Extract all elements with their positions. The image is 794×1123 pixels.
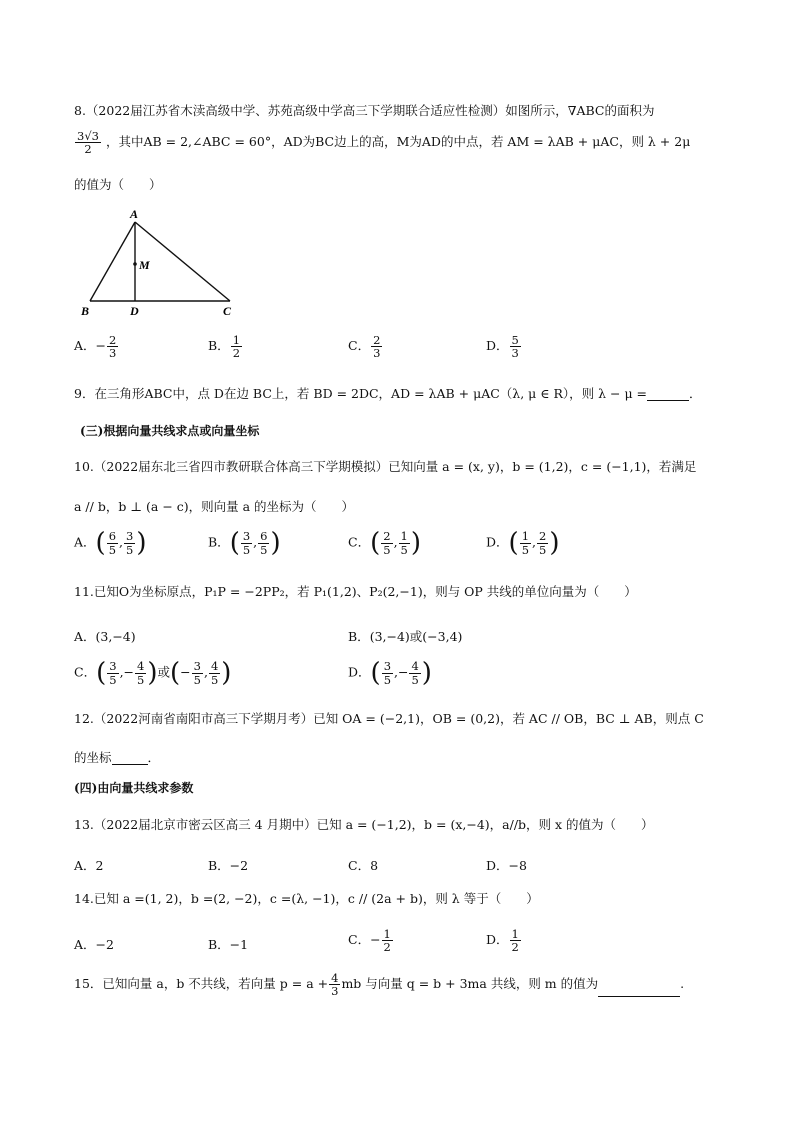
fig-label-A: A (130, 207, 139, 221)
q9-answer-blank[interactable] (647, 386, 689, 401)
q13-option-c[interactable]: C．8 (348, 858, 379, 873)
q10-option-a[interactable]: A．( $\frac{6}{5}$ , $\frac{3}{5}$ ) (74, 528, 147, 558)
q11-option-a[interactable]: A．(3,−4) (74, 629, 136, 644)
q8-line2 (74, 130, 690, 155)
section-4-heading: (四)由向量共线求参数 (74, 781, 194, 795)
q8-line2-text: ，其中AB = 2,∠ABC = 60°，AD为BC边上的高，M为AD的中点，若 AM = λAB + μAC，则 λ + 2μ (105, 134, 691, 150)
q8-triangle-figure (78, 205, 268, 320)
fig-label-M: M (139, 258, 150, 272)
q11-option-d[interactable]: D．( $\frac{3}{5}$ ,− $\frac{4}{5}$ ) (348, 658, 432, 688)
q12-line2: 的坐标 ． (74, 750, 161, 765)
q10-option-d[interactable]: D．( $\frac{1}{5}$ , $\frac{2}{5}$ ) (486, 528, 560, 558)
q12-answer-blank[interactable] (112, 750, 148, 765)
q15-answer-blank[interactable] (598, 982, 680, 997)
q8-option-b[interactable]: B． $\frac{1}{2}$ (208, 333, 241, 361)
fig-label-D: D (130, 304, 139, 318)
fig-label-C: C (223, 304, 232, 318)
q8-area-fraction: $\frac{3√3}{2}$ (77, 129, 99, 157)
q10-option-b[interactable]: B．( $\frac{3}{5}$ , $\frac{6}{5}$ ) (208, 528, 281, 558)
q13-option-d[interactable]: D．−8 (486, 858, 527, 873)
q15-text: 15．已知向量 a，b 不共线，若向量 p = a + $\frac{4}{3}$ mb 与向量 q = b + 3ma 共线，则 m 的值为 . (74, 971, 685, 999)
q8-option-a[interactable]: A．− $\frac{2}{3}$ (74, 333, 117, 361)
q14-option-c[interactable]: C．− $\frac{1}{2}$ (348, 927, 391, 955)
fig-label-B: B (81, 304, 90, 318)
q11-text: 11.已知O为坐标原点，P₁P = −2PP₂，若 P₁(1,2)、P₂(2,−1)，则与 OP 共线的单位向量为（ ） (74, 584, 637, 599)
q14-option-a[interactable]: A．−2 (74, 937, 114, 952)
q10-line2: a // b，b ⊥ (a − c)，则向量 a 的坐标为（ ） (74, 499, 355, 514)
q8-option-d[interactable]: D． $\frac{5}{3}$ (486, 333, 519, 361)
q13-option-a[interactable]: A．2 (74, 858, 104, 873)
q13-option-b[interactable]: B．−2 (208, 858, 249, 873)
q8-line3: 的值为（ ） (74, 177, 162, 192)
q8-line1: 8.（2022届江苏省木渎高级中学、苏苑高级中学高三下学期联合适应性检测）如图所示，∇ABC的面积为 (74, 103, 655, 118)
q9-text: 9．在三角形ABC中，点 D在边 BC上，若 BD = 2DC，AD = λAB + μAC（λ, μ ∈ R），则 λ − μ = ． (74, 386, 702, 401)
q10-line1: 10.（2022届东北三省四市教研联合体高三下学期模拟）已知向量 a = (x, y)，b = (1,2)，c = (−1,1)，若满足 (74, 459, 697, 474)
q10-option-c[interactable]: C．( $\frac{2}{5}$ , $\frac{1}{5}$ ) (348, 528, 422, 558)
q14-text: 14.已知 a =(1, 2)，b =(2, −2)，c =(λ, −1)，c // (2a + b)，则 λ 等于（ ） (74, 891, 539, 906)
q13-text: 13.（2022届北京市密云区高三 4 月期中）已知 a = (−1,2)，b = (x,−4)，a//b，则 x 的值为（ ） (74, 817, 654, 832)
q14-option-b[interactable]: B．−1 (208, 937, 249, 952)
q11-option-c[interactable]: C．( $\frac{3}{5}$ ,− $\frac{4}{5}$ )或(− $\frac{3}{5}$ , $\frac{4}{5}$ ) (74, 658, 232, 688)
q12-line1: 12.（2022河南省南阳市高三下学期月考）已知 OA = (−2,1)，OB = (0,2)，若 AC // OB，BC ⊥ AB，则点 C (74, 711, 704, 726)
q14-option-d[interactable]: D． $\frac{1}{2}$ (486, 927, 519, 955)
section-3-heading: (三)根据向量共线求点或向量坐标 (80, 424, 260, 438)
q8-option-c[interactable]: C． $\frac{2}{3}$ (348, 333, 381, 361)
q11-option-b[interactable]: B．(3,−4)或(−3,4) (348, 629, 463, 644)
